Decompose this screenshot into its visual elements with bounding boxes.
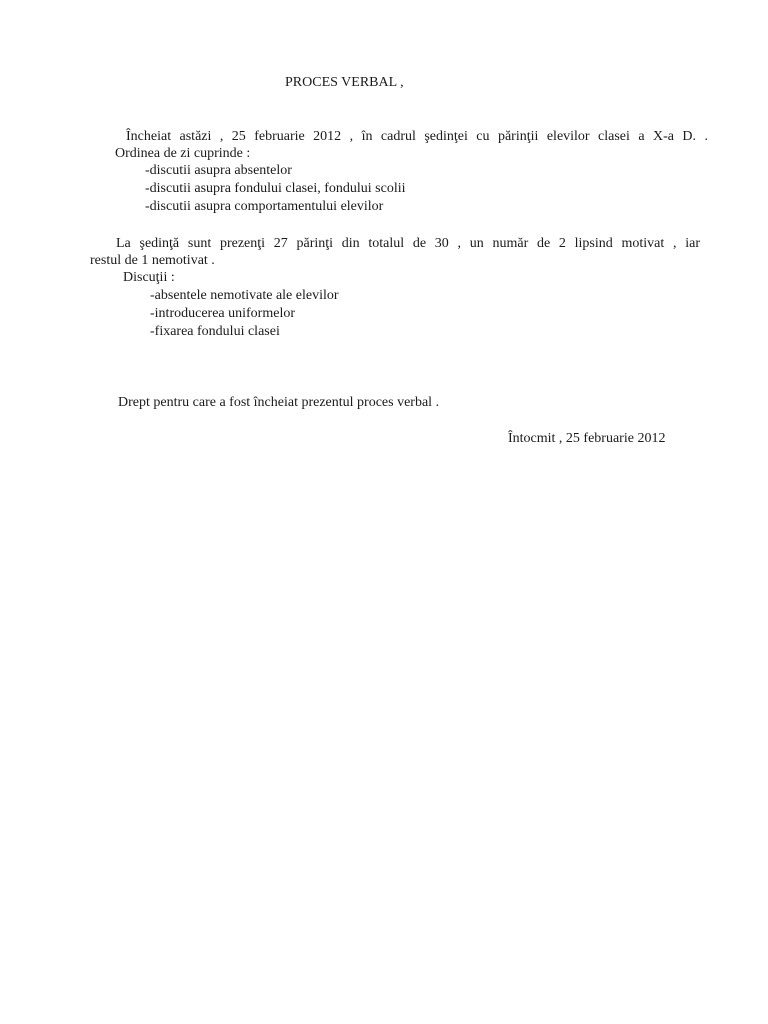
intro-line: Încheiat astăzi , 25 februarie 2012 , în cadrul şedinţei cu părinţii elevilor clasei a X-a D. .: [126, 129, 708, 144]
discussions-heading: Discuţii :: [123, 270, 175, 285]
agenda-item: -discutii asupra comportamentului elevilor: [145, 199, 384, 214]
signature-line: Întocmit , 25 februarie 2012: [508, 431, 666, 446]
document-title: PROCES VERBAL ,: [285, 75, 404, 90]
discussion-item: -fixarea fondului clasei: [150, 324, 280, 339]
agenda-item: -discutii asupra absentelor: [145, 163, 292, 178]
attendance-line-continued: restul de 1 nemotivat .: [90, 253, 215, 268]
discussion-item: -introducerea uniformelor: [150, 306, 295, 321]
agenda-heading: Ordinea de zi cuprinde :: [115, 146, 251, 161]
agenda-item: -discutii asupra fondului clasei, fondului scolii: [145, 181, 406, 196]
attendance-line: La şedinţă sunt prezenţi 27 părinţi din totalul de 30 , un număr de 2 lipsind motivat , iar: [116, 236, 700, 251]
discussion-item: -absentele nemotivate ale elevilor: [150, 288, 339, 303]
closing-statement: Drept pentru care a fost încheiat prezentul proces verbal .: [118, 395, 440, 410]
